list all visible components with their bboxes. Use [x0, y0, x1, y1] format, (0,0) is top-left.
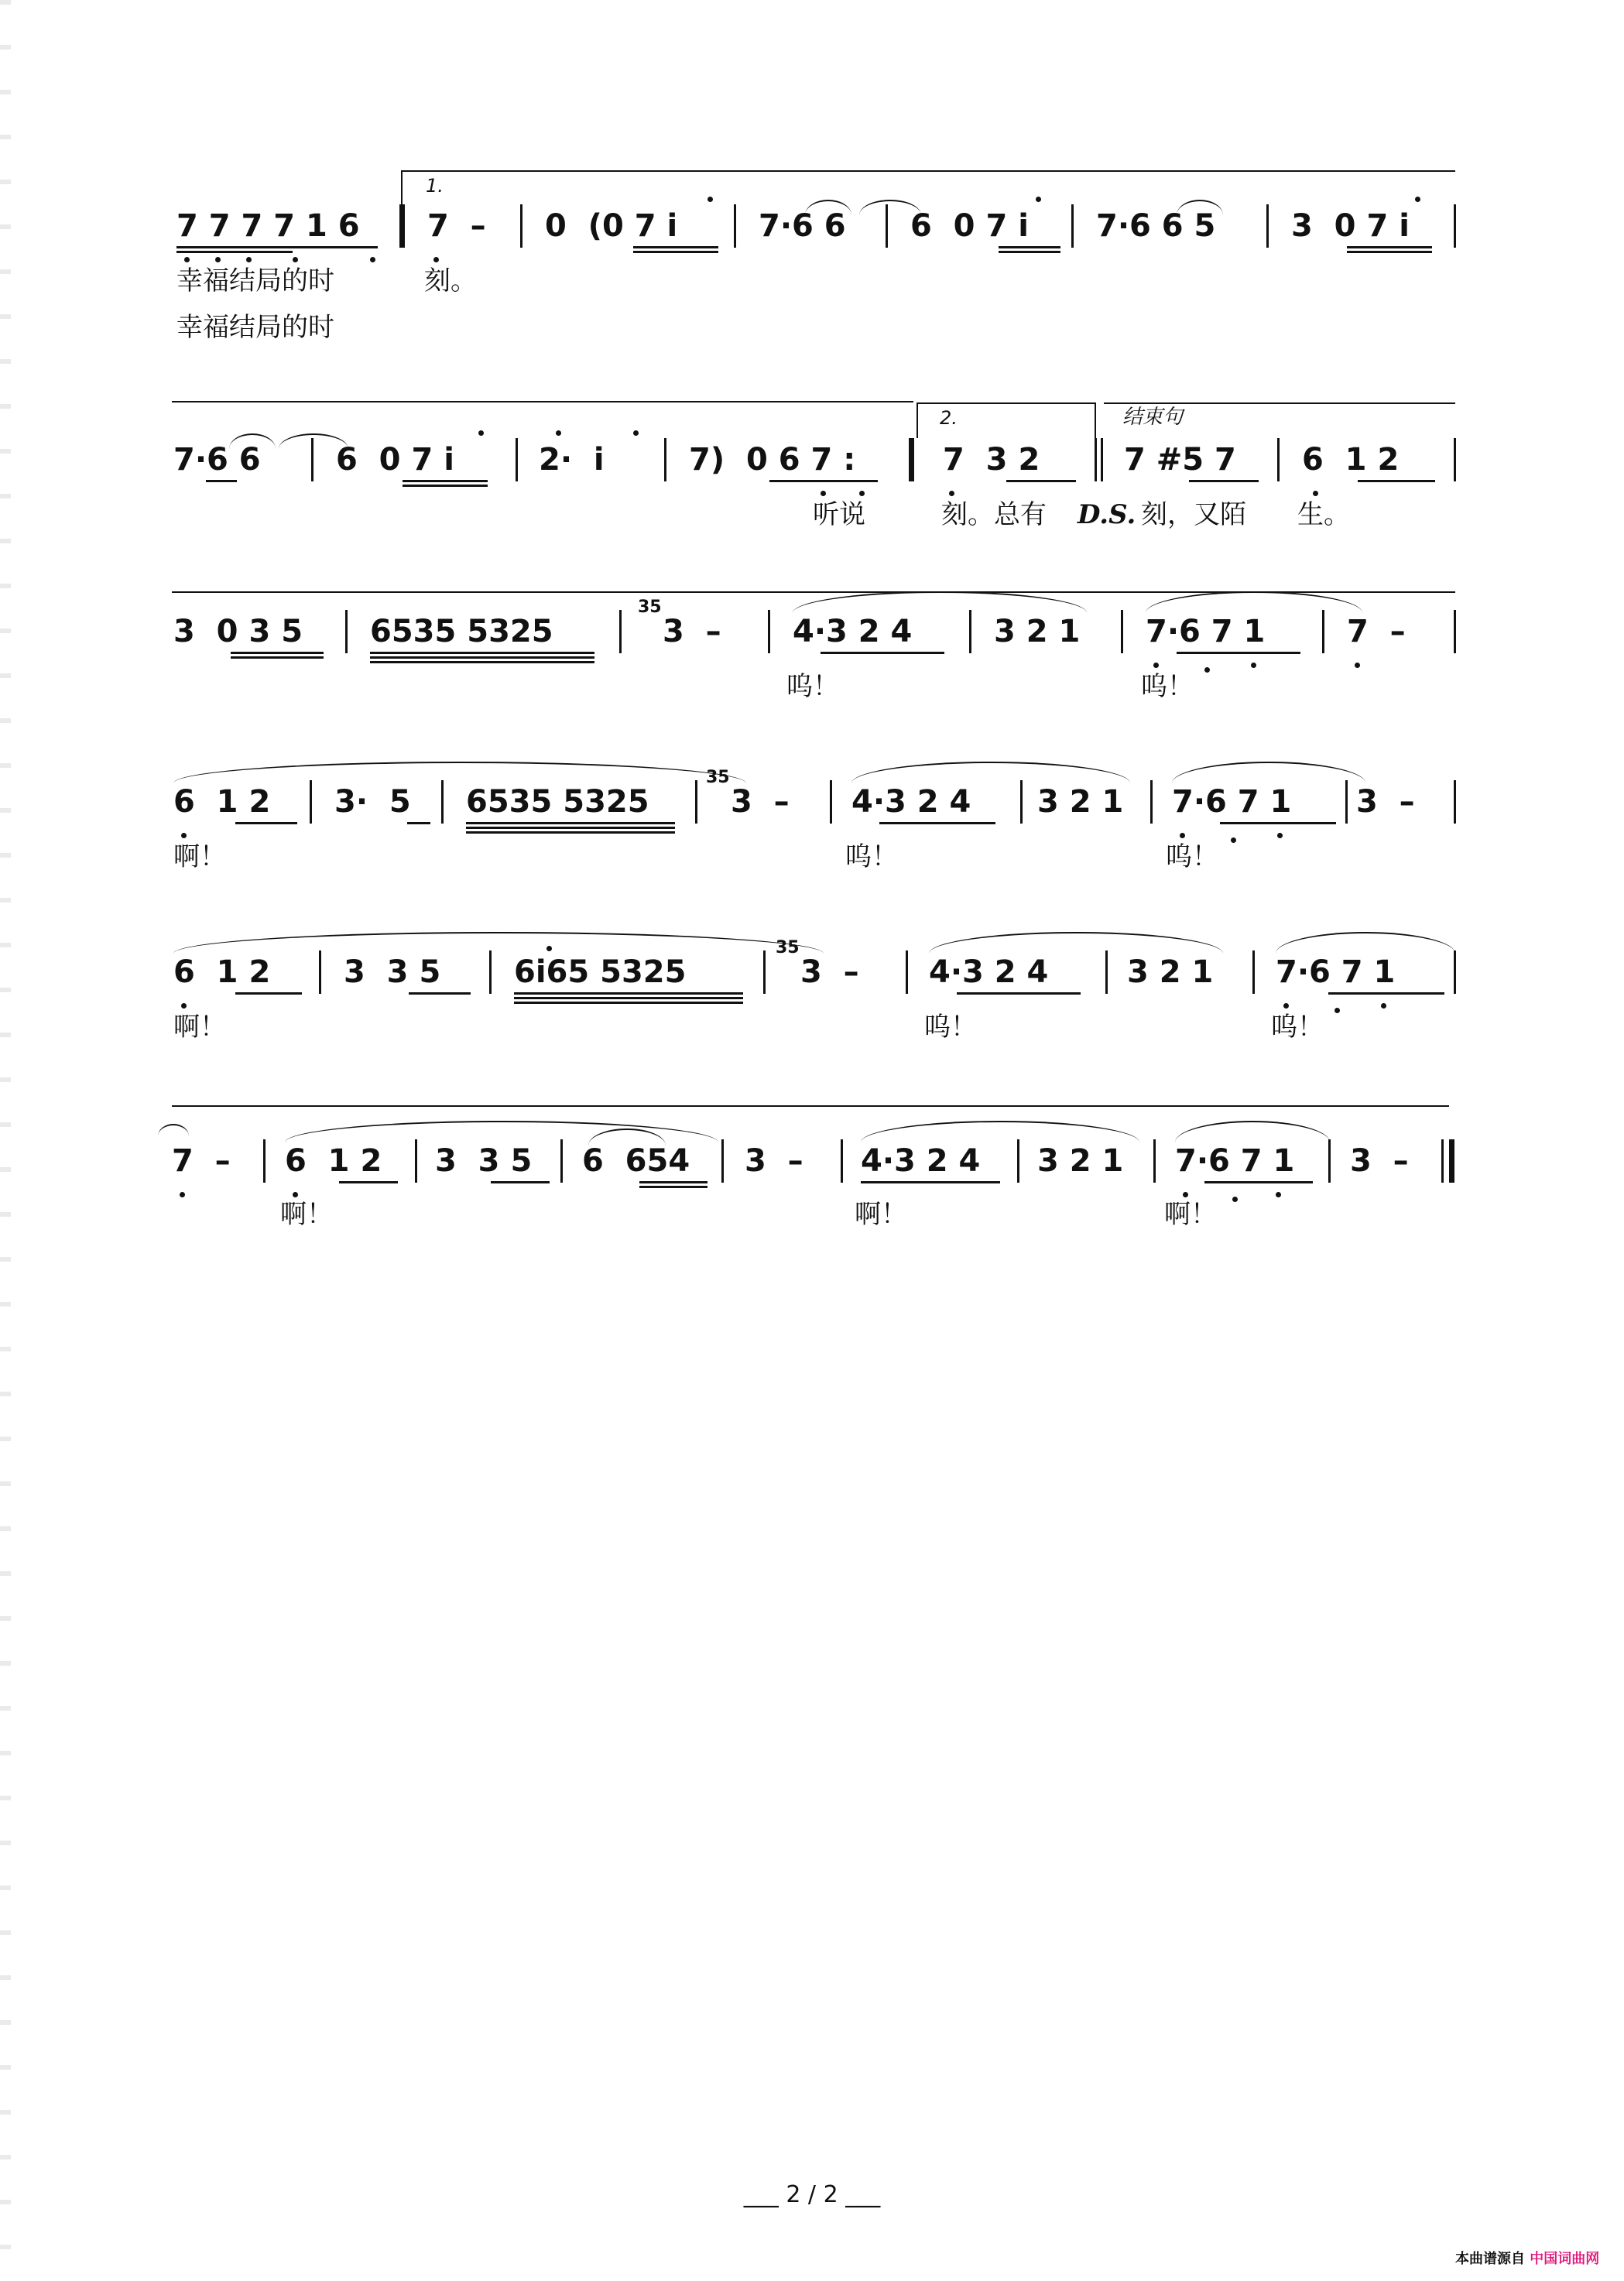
measure-4-5: 4·3 2 4	[851, 784, 971, 820]
page-number-text: 2 / 2	[786, 2181, 838, 2208]
lyric-6-2: 啊！	[855, 1199, 907, 1230]
measure-3-3: 3 –	[663, 614, 721, 649]
grace-4: 35	[706, 768, 730, 787]
measure-6-9: 3 –	[1350, 1143, 1409, 1179]
measure-1-1: 7 7 7 7 1 6	[176, 208, 360, 244]
system-2	[0, 396, 1624, 574]
measure-1-7: 3 0 7 i	[1291, 208, 1410, 244]
measure-4-1: 6 1 2	[173, 784, 271, 820]
measure-4-7: 7·6 7 1	[1172, 784, 1292, 820]
lyric-5-2: 呜！	[924, 1012, 977, 1043]
measure-6-5: 3 –	[745, 1143, 803, 1179]
measure-6-7: 3 2 1	[1037, 1143, 1124, 1179]
measure-6-1: 7 –	[172, 1143, 231, 1179]
measure-3-6: 7·6 7 1	[1146, 614, 1266, 649]
system-1	[0, 163, 1624, 341]
lyric-5-1: 啊！	[173, 1012, 226, 1043]
measure-3-5: 3 2 1	[994, 614, 1081, 649]
volta-1-label: 1.	[426, 175, 444, 197]
grace-5: 35	[776, 938, 800, 957]
measure-2-4: 7) 0 6 7 :	[689, 442, 856, 478]
measure-1-4: 7·6 6	[759, 208, 846, 244]
measure-6-8: 7·6 7 1	[1175, 1143, 1295, 1179]
measure-2-1: 7·6 6	[173, 442, 261, 478]
measure-2-6: 7 #5 7	[1124, 442, 1236, 478]
measure-5-6: 3 2 1	[1127, 954, 1214, 990]
lyric-2-4: 生。	[1297, 499, 1350, 530]
measure-2-7: 6 1 2	[1302, 442, 1400, 478]
measure-4-2: 3· 5	[334, 784, 411, 820]
lyric-2-1: 听说	[813, 499, 865, 530]
lyric-2-ds: D.S.	[1078, 499, 1136, 530]
measure-4-4: 3 –	[731, 784, 790, 820]
measure-2-3: 2· i	[539, 442, 605, 478]
measure-6-4: 6 654	[582, 1143, 690, 1179]
page-number: ___ 2 / 2 ___	[743, 2181, 881, 2208]
measure-5-2: 3 3 5	[344, 954, 441, 990]
lyric-3-1: 呜！	[786, 671, 839, 702]
measure-5-5: 4·3 2 4	[929, 954, 1049, 990]
lyric-4-2: 呜！	[845, 841, 898, 872]
measure-5-7: 7·6 7 1	[1276, 954, 1396, 990]
section-label: 结束句	[1122, 406, 1184, 429]
measure-1-2: 7 –	[427, 208, 486, 244]
lyric-1-3: 幸福结局的时	[176, 312, 334, 343]
measure-6-6: 4·3 2 4	[861, 1143, 981, 1179]
measure-3-2: 6535 5325	[370, 614, 553, 649]
measure-2-5: 7 3 2	[943, 442, 1040, 478]
measure-4-6: 3 2 1	[1037, 784, 1124, 820]
volta-2-label: 2.	[940, 407, 958, 429]
lyric-1-1: 幸福结局的时	[176, 265, 334, 296]
system-4	[0, 752, 1624, 930]
source-prefix: 本曲谱源自	[1455, 2251, 1525, 2267]
measure-1-5: 6 0 7 i	[910, 208, 1029, 244]
measure-3-1: 3 0 3 5	[173, 614, 303, 649]
lyric-2-3: 刻，又陌	[1141, 499, 1246, 530]
measure-4-8: 3 –	[1356, 784, 1415, 820]
measure-6-3: 3 3 5	[435, 1143, 533, 1179]
measure-5-3: 6i65 5325	[514, 954, 687, 990]
system-3	[0, 582, 1624, 760]
measure-4-3: 6535 5325	[466, 784, 649, 820]
lyric-5-3: 呜！	[1271, 1012, 1324, 1043]
measure-5-4: 3 –	[800, 954, 859, 990]
measure-1-6: 7·6 6 5	[1096, 208, 1216, 244]
lyric-4-3: 呜！	[1166, 841, 1218, 872]
lyric-3-2: 呜！	[1141, 671, 1194, 702]
lyric-4-1: 啊！	[173, 841, 226, 872]
measure-6-2: 6 1 2	[285, 1143, 382, 1179]
measure-3-7: 7 –	[1347, 614, 1406, 649]
lyric-2-2: 刻。总有	[941, 499, 1047, 530]
source-credit	[1455, 2248, 1618, 2268]
measure-2-2: 6 0 7 i	[336, 442, 454, 478]
lyric-6-1: 啊！	[280, 1199, 333, 1230]
lyric-6-3: 啊！	[1164, 1199, 1217, 1230]
system-6	[0, 1099, 1624, 1277]
source-site-link[interactable]: 中国词曲网	[1530, 2251, 1600, 2267]
system-5	[0, 923, 1624, 1101]
grace-3: 35	[638, 598, 662, 617]
measure-5-1: 6 1 2	[173, 954, 271, 990]
lyric-1-2: 刻。	[424, 265, 477, 296]
measure-1-3: 0 (0 7 i	[545, 208, 678, 244]
measure-3-4: 4·3 2 4	[793, 614, 913, 649]
